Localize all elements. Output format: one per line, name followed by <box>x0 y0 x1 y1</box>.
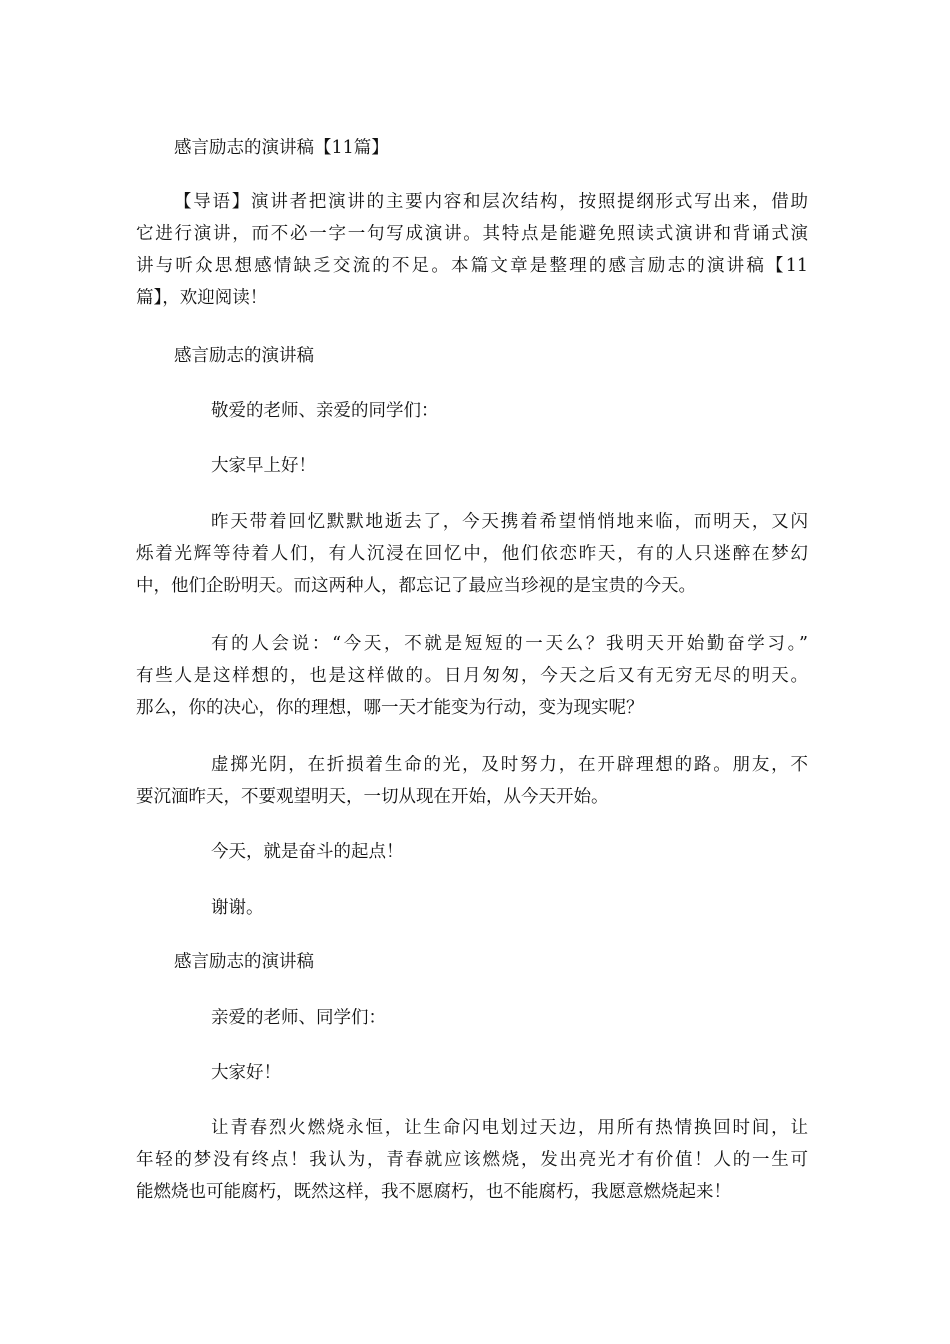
paragraph-line: 有的人会说：“今天，不就是短短的一天么？我明天开始勤奋学习。” <box>211 634 808 654</box>
speech1-closing <box>211 892 883 924</box>
speech2-heading <box>174 946 846 978</box>
document-title <box>174 132 846 164</box>
paragraph-line: 能燃烧也可能腐朽，既然这样，我不愿腐朽，也不能腐朽，我愿意燃烧起来！ <box>136 1182 731 1202</box>
paragraph-line: 昨天带着回忆默默地逝去了，今天携着希望悄悄地来临，而明天，又闪 <box>211 512 808 532</box>
speech2-salutation-text: 亲爱的老师、同学们： <box>211 1008 386 1028</box>
paragraph-line: 中，他们企盼明天。而这两种人，都忘记了最应当珍视的是宝贵的今天。 <box>136 576 696 596</box>
speech1-heading-text: 感言励志的演讲稿 <box>174 346 314 366</box>
speech2-greeting-text: 大家好！ <box>211 1063 281 1083</box>
speech2-salutation <box>211 1002 883 1034</box>
paragraph-line: 年轻的梦没有终点！我认为，青春就应该燃烧，发出亮光才有价值！人的一生可 <box>136 1150 808 1170</box>
title-text: 感言励志的演讲稿【11篇】 <box>174 138 389 158</box>
speech1-salutation <box>211 395 883 427</box>
speech1-paragraph-3 <box>136 749 808 813</box>
intro-paragraph <box>136 186 808 314</box>
paragraph-line: 要沉湎昨天，不要观望明天，一切从现在开始，从今天开始。 <box>136 787 609 807</box>
speech1-heading <box>174 340 846 372</box>
speech2-paragraph-1 <box>136 1112 808 1208</box>
speech1-greeting-text: 大家早上好！ <box>211 456 316 476</box>
speech1-paragraph-2 <box>136 628 808 724</box>
intro-line: 讲与听众思想感情缺乏交流的不足。本篇文章是整理的感言励志的演讲稿【11 <box>136 256 808 276</box>
paragraph-line: 那么，你的决心，你的理想，哪一天才能变为行动，变为现实呢？ <box>136 698 644 718</box>
intro-line: 它进行演讲，而不必一字一句写成演讲。其特点是能避免照读式演讲和背诵式演 <box>136 224 808 244</box>
intro-line: 【导语】演讲者把演讲的主要内容和层次结构，按照提纲形式写出来，借助 <box>174 192 808 212</box>
paragraph-line: 让青春烈火燃烧永恒，让生命闪电划过天边，用所有热情换回时间，让 <box>211 1118 808 1138</box>
intro-line: 篇】，欢迎阅读！ <box>136 288 268 308</box>
paragraph-line: 烁着光辉等待着人们，有人沉浸在回忆中，他们依恋昨天，有的人只迷醉在梦幻 <box>136 544 808 564</box>
speech1-salutation-text: 敬爱的老师、亲爱的同学们： <box>211 401 439 421</box>
paragraph-line: 今天，就是奋斗的起点！ <box>211 842 404 862</box>
speech1-paragraph-4 <box>211 836 883 868</box>
paragraph-line: 虚掷光阴，在折损着生命的光，及时努力，在开辟理想的路。朋友，不 <box>211 755 808 775</box>
paragraph-line: 有些人是这样想的，也是这样做的。日月匆匆，今天之后又有无穷无尽的明天。 <box>136 666 808 686</box>
speech1-paragraph-1 <box>136 506 808 602</box>
speech2-greeting <box>211 1057 883 1089</box>
speech2-heading-text: 感言励志的演讲稿 <box>174 952 314 972</box>
speech1-greeting <box>211 450 883 482</box>
closing-text: 谢谢。 <box>211 898 264 918</box>
